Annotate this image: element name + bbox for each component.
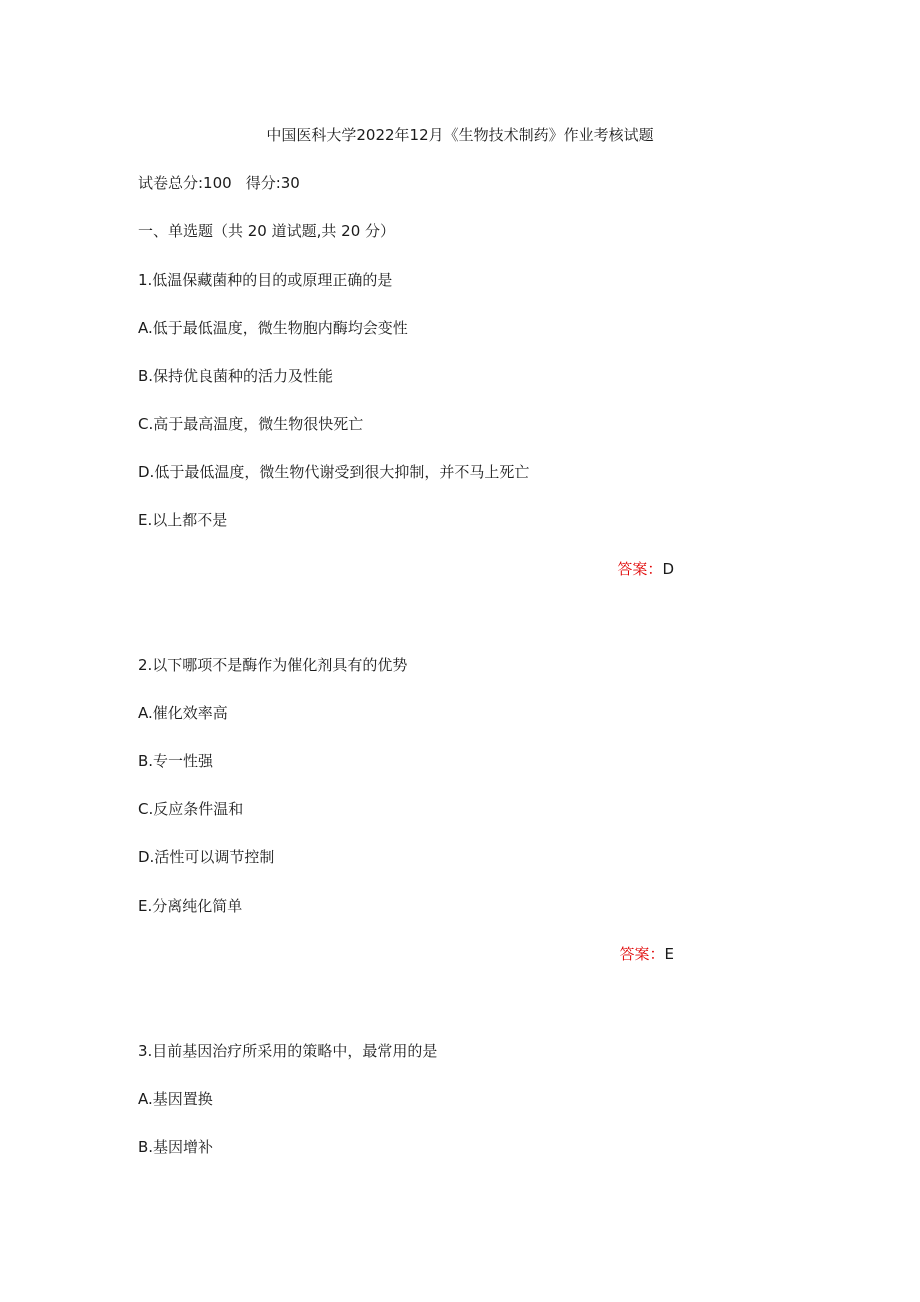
answer-label: 答案：: [617, 560, 663, 578]
question-1-option-c: C.高于最高温度，微生物很快死亡: [138, 415, 364, 433]
question-2-option-c: C.反应条件温和: [138, 800, 244, 818]
question-1-option-e: E.以上都不是: [138, 511, 228, 529]
question-1-option-b: B.保持优良菌种的活力及性能: [138, 367, 334, 385]
question-1-answer: [617, 558, 674, 580]
answer-label: 答案：: [619, 945, 665, 963]
question-2-option-a: A.催化效率高: [138, 704, 228, 722]
section-heading: 一、单选题（共 20 道试题,共 20 分）: [138, 222, 396, 240]
question-3-option-b: B.基因增补: [138, 1138, 214, 1156]
question-1-option-a: A.低于最低温度，微生物胞内酶均会变性: [138, 319, 408, 337]
question-2-option-d: D.活性可以调节控制: [138, 848, 275, 866]
question-2-option-b: B.专一性强: [138, 752, 214, 770]
answer-value: E: [664, 945, 674, 963]
question-1-option-d: D.低于最低温度，微生物代谢受到很大抑制，并不马上死亡: [138, 463, 530, 481]
question-3-stem: 3.目前基因治疗所采用的策略中，最常用的是: [138, 1042, 438, 1060]
document-title: 中国医科大学2022年12月《生物技术制药》作业考核试题: [266, 126, 654, 144]
question-2-stem: 2.以下哪项不是酶作为催化剂具有的优势: [138, 656, 408, 674]
total-score: 试卷总分:100: [138, 174, 232, 192]
answer-value: D: [662, 560, 674, 578]
question-1-stem: 1.低温保藏菌种的目的或原理正确的是: [138, 271, 393, 289]
question-2-answer: [620, 943, 675, 965]
earned-score: 得分:30: [245, 174, 300, 192]
question-2-option-e: E.分离纯化简单: [138, 897, 243, 915]
question-3-option-a: A.基因置换: [138, 1090, 213, 1108]
score-summary: [138, 172, 300, 194]
